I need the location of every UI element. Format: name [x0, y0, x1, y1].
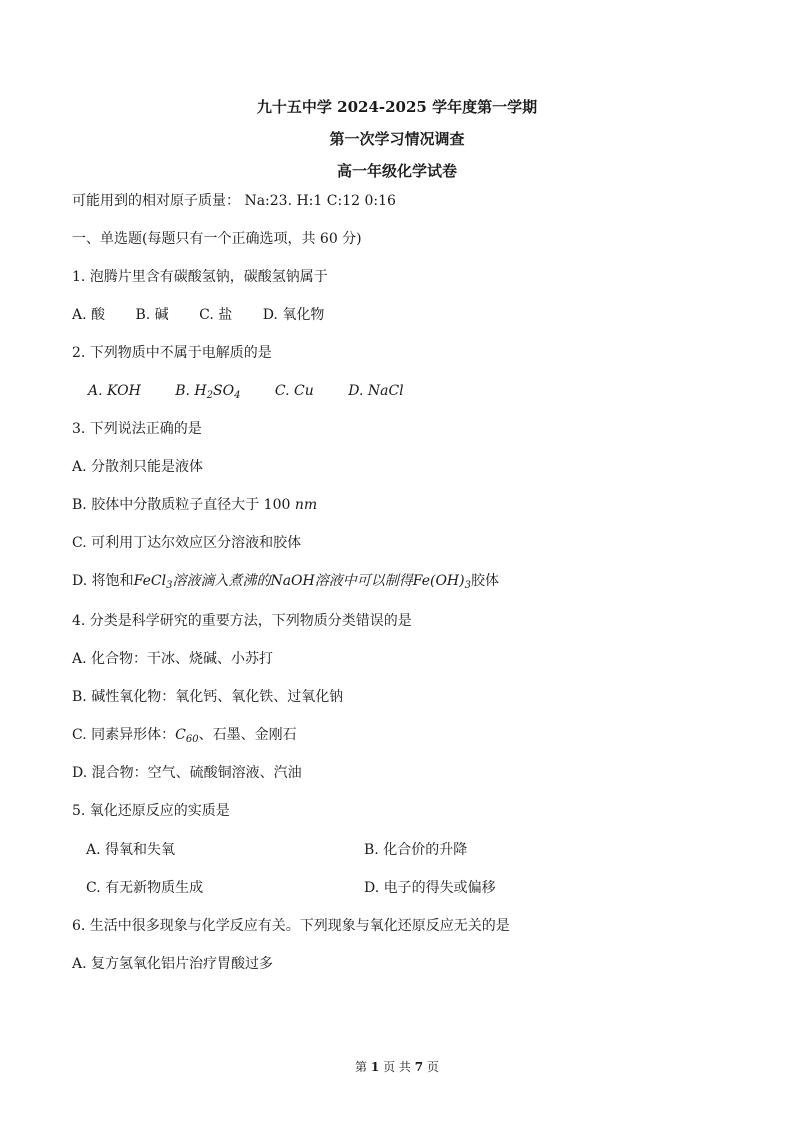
question-6-stem: 6. 生活中很多现象与化学反应有关。下列现象与氧化还原反应无关的是 — [72, 918, 510, 934]
option-a: A. 酸 — [72, 307, 106, 323]
question-6-option-a: A. 复方氢氧化铝片治疗胃酸过多 — [72, 956, 274, 972]
question-3-stem: 3. 下列说法正确的是 — [72, 421, 202, 437]
exam-subtitle: 第一次学习情况调查 — [329, 130, 465, 148]
page-footer: 第 1 页 共 7 页 — [355, 1060, 439, 1074]
question-4-stem: 4. 分类是科学研究的重要方法，下列物质分类错误的是 — [72, 613, 412, 629]
question-4-option-a: A. 化合物：干冰、烧碱、小苏打 — [72, 651, 274, 667]
question-5-option-c: C. 有无新物质生成 — [86, 880, 204, 896]
question-5-option-d: D. 电子的得失或偏移 — [364, 880, 496, 896]
question-3-option-a: A. 分散剂只能是液体 — [72, 459, 204, 475]
option-b: B. 碱 — [135, 307, 169, 323]
page-total: 7 — [414, 1060, 424, 1074]
option-c: C. 盐 — [199, 307, 233, 323]
exam-title: 九十五中学 2024-2025 学年度第一学期 — [256, 98, 538, 116]
question-5-option-a: A. 得氧和失氧 — [86, 842, 176, 858]
question-4-option-b: B. 碱性氧化物：氧化钙、氧化铁、过氧化钠 — [72, 689, 344, 705]
option-d: D. NaCl — [348, 383, 404, 399]
page-number: 1 — [370, 1060, 380, 1074]
option-a: A. KOH — [88, 383, 141, 399]
question-5-stem: 5. 氧化还原反应的实质是 — [72, 803, 230, 819]
question-4-option-d: D. 混合物：空气、硫酸铜溶液、汽油 — [72, 765, 302, 781]
exam-grade-title: 高一年级化学试卷 — [336, 162, 457, 180]
question-5-option-b: B. 化合价的升降 — [364, 842, 468, 858]
question-2-options — [88, 382, 434, 400]
section-heading: 一、单选题(每题只有一个正确选项，共 60 分) — [72, 231, 362, 247]
question-3-option-c: C. 可利用丁达尔效应区分溶液和胶体 — [72, 535, 302, 551]
question-3-option-d: D. 将饱和FeCl$_3$溶液滴入煮沸的NaOH溶液中可以制得$Fe(OH)_3$胶体 — [72, 573, 499, 591]
question-1-options — [72, 306, 350, 324]
question-3-option-b: B. 胶体中分散质粒子直径大于 100 nm — [72, 497, 318, 513]
option-c: C. Cu — [274, 383, 314, 399]
atomic-mass-note: 可能用到的相对原子质量： Na:23. H:1 C:12 0:16 — [72, 193, 396, 209]
question-2-stem: 2. 下列物质中不属于电解质的是 — [72, 345, 272, 361]
question-1-stem: 1. 泡腾片里含有碳酸氢钠，碳酸氢钠属于 — [72, 269, 328, 285]
question-4-option-c: C. 同素异形体：$C_{60}$、石墨、金刚石 — [72, 727, 297, 745]
option-b: B. $H_2SO_4$ — [175, 383, 241, 401]
option-d: D. 氧化物 — [262, 307, 325, 323]
